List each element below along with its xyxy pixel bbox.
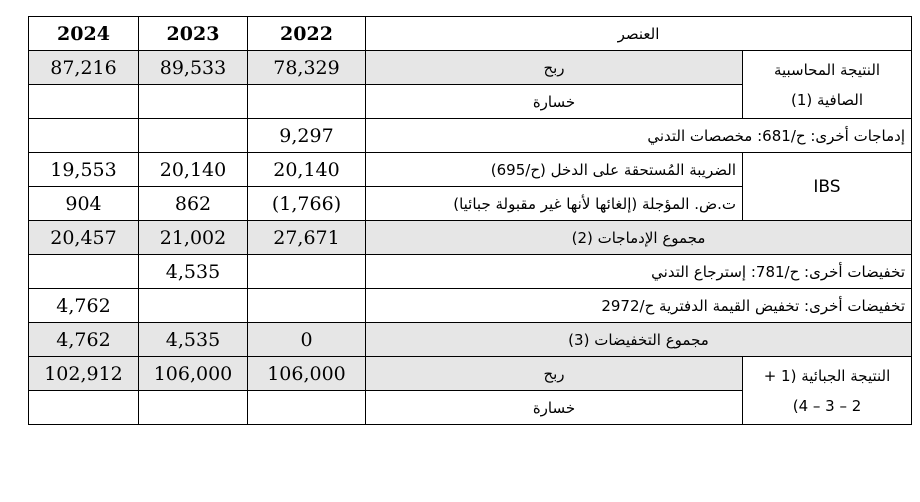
element-header: العنصر (366, 17, 912, 51)
tax-result-label-line2: 2 – 3 – 4) (792, 396, 862, 415)
tax-result-label (743, 357, 912, 425)
total-reductions-2022: 0 (248, 323, 366, 357)
tax-loss-2023 (139, 391, 248, 425)
ibs-label: IBS (743, 153, 912, 221)
other-additions-2023 (139, 119, 248, 153)
accounting-profit-2022: 78,329 (248, 51, 366, 85)
table-row (29, 51, 912, 85)
tax-loss-2022 (248, 391, 366, 425)
other-additions-2022: 9,297 (248, 119, 366, 153)
tax-loss-label: خسارة (366, 391, 743, 425)
accounting-profit-label: ربح (366, 51, 743, 85)
table-row (29, 289, 912, 323)
table-row (29, 153, 912, 187)
accounting-loss-2024 (29, 85, 139, 119)
table-row (29, 255, 912, 289)
other-additions-label: إدماجات أخرى: ح/681: مخصصات التدني (366, 119, 912, 153)
tax-profit-2023: 106,000 (139, 357, 248, 391)
total-additions-2024: 20,457 (29, 221, 139, 255)
reduction-book-value-label: تخفيضات أخرى: تخفيض القيمة الدفترية ح/2972 (366, 289, 912, 323)
tax-profit-label: ربح (366, 357, 743, 391)
reduction-impairment-2024 (29, 255, 139, 289)
year-2022-header: 2022 (248, 17, 366, 51)
deferred-tax-2024: 904 (29, 187, 139, 221)
table-row (29, 357, 912, 391)
reduction-book-value-2024: 4,762 (29, 289, 139, 323)
year-2024-header: 2024 (29, 17, 139, 51)
accounting-result-label-line2: الصافية (1) (790, 90, 864, 109)
accounting-loss-2022 (248, 85, 366, 119)
accounting-profit-2024: 87,216 (29, 51, 139, 85)
total-additions-2022: 27,671 (248, 221, 366, 255)
total-additions-label: مجموع الإدماجات (2) (366, 221, 912, 255)
tax-profit-2022: 106,000 (248, 357, 366, 391)
income-tax-2024: 19,553 (29, 153, 139, 187)
table-row (29, 221, 912, 255)
reduction-impairment-2023: 4,535 (139, 255, 248, 289)
table-row (29, 323, 912, 357)
reduction-book-value-2022 (248, 289, 366, 323)
accounting-result-label (743, 51, 912, 119)
other-additions-2024 (29, 119, 139, 153)
accounting-result-label-line1: النتيجة المحاسبية (773, 60, 881, 79)
total-additions-2023: 21,002 (139, 221, 248, 255)
total-reductions-label: مجموع التخفيضات (3) (366, 323, 912, 357)
accounting-profit-2023: 89,533 (139, 51, 248, 85)
total-reductions-2023: 4,535 (139, 323, 248, 357)
deferred-tax-2023: 862 (139, 187, 248, 221)
reduction-book-value-2023 (139, 289, 248, 323)
accounting-loss-2023 (139, 85, 248, 119)
tax-loss-2024 (29, 391, 139, 425)
table-header-row (29, 17, 912, 51)
year-2023-header: 2023 (139, 17, 248, 51)
accounting-loss-label: خسارة (366, 85, 743, 119)
tax-profit-2024: 102,912 (29, 357, 139, 391)
reduction-impairment-2022 (248, 255, 366, 289)
total-reductions-2024: 4,762 (29, 323, 139, 357)
deferred-tax-2022: (1,766) (248, 187, 366, 221)
fiscal-result-table (28, 16, 912, 425)
table-row (29, 119, 912, 153)
tax-result-label-line1: النتيجة الجبائية (1 + (763, 366, 891, 385)
income-tax-2023: 20,140 (139, 153, 248, 187)
income-tax-label: الضريبة المُستحقة على الدخل (ح/695) (366, 153, 743, 187)
reduction-impairment-label: تخفيضات أخرى: ح/781: إسترجاع التدني (366, 255, 912, 289)
income-tax-2022: 20,140 (248, 153, 366, 187)
deferred-tax-label: ت.ض. المؤجلة (إلغائها لأنها غير مقبولة جبائيا) (366, 187, 743, 221)
